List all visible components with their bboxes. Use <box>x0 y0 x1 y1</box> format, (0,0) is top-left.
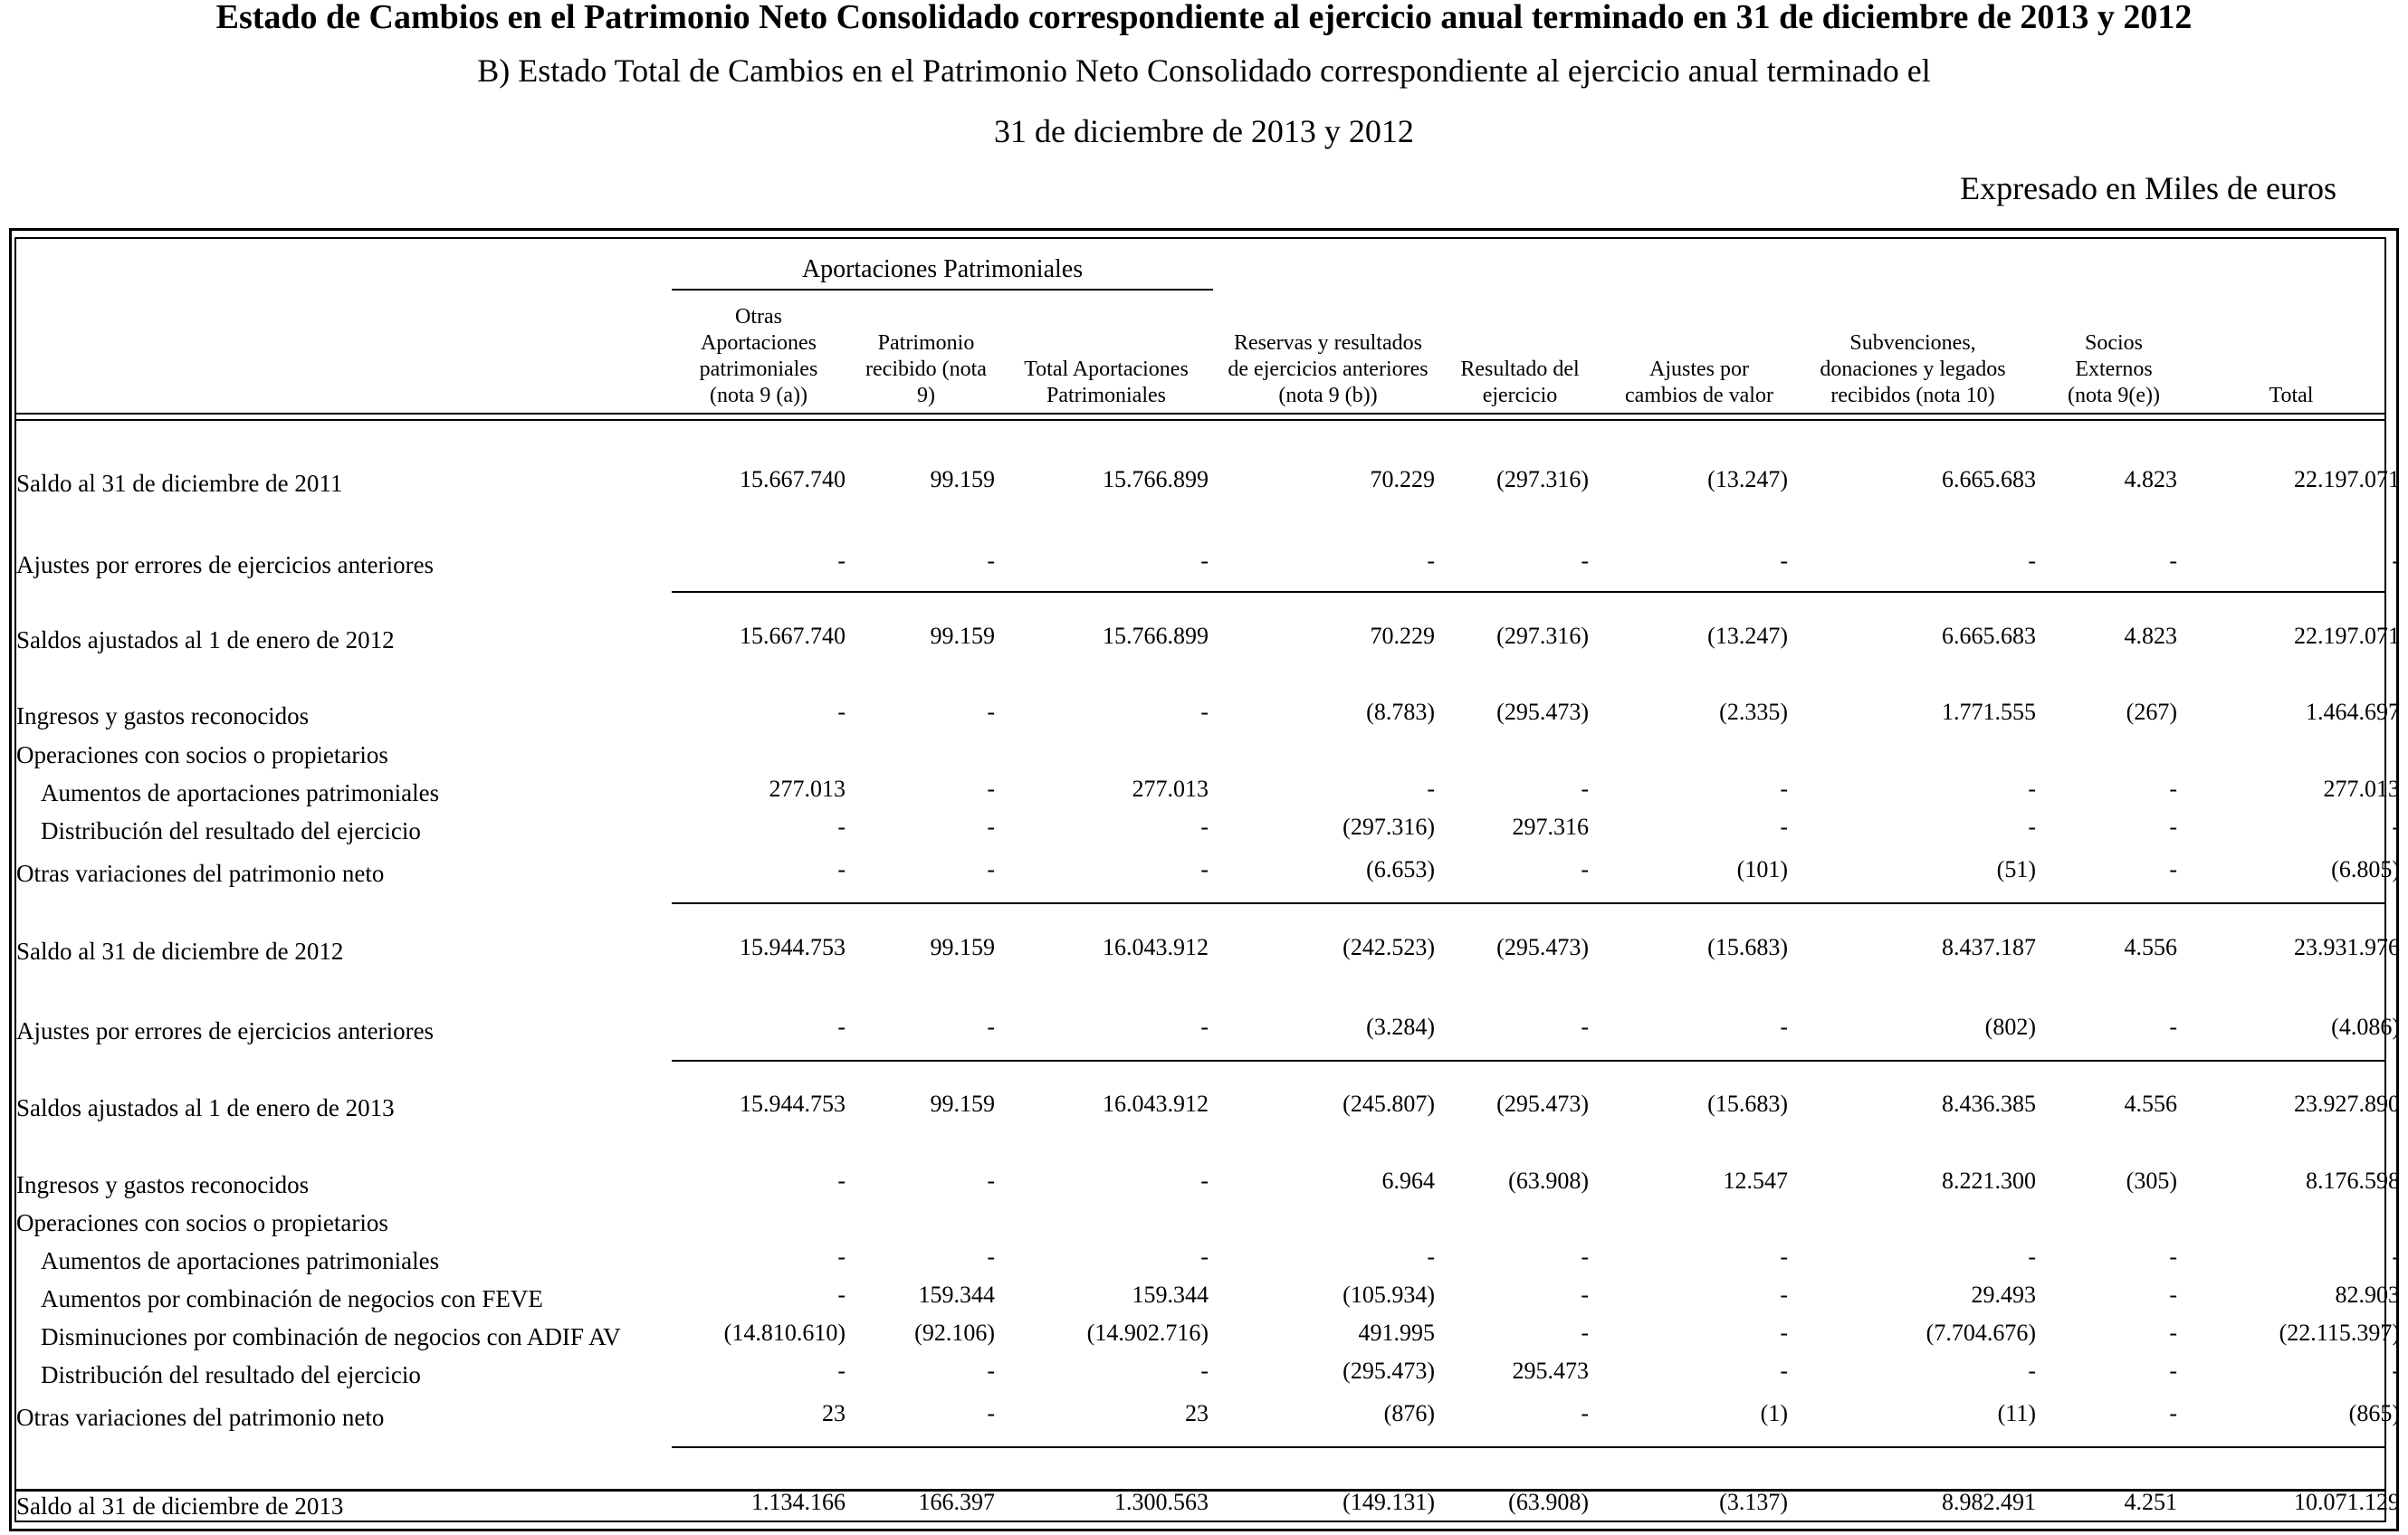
table-cell: - <box>1581 856 1589 882</box>
table-cell: 23.927.890 <box>2294 1091 2400 1117</box>
table-cell: (15.683) <box>1707 934 1788 960</box>
subtotal-rule <box>672 902 2386 904</box>
column-header-resultado-del-ejercicio <box>1445 299 1595 409</box>
column-header-socios-externos-nota-9-e <box>2044 299 2183 409</box>
table-cell: - <box>1581 1014 1589 1040</box>
row-label: Saldo al 31 de diciembre de 2012 <box>16 938 344 965</box>
table-cell: 99.159 <box>930 934 995 960</box>
table-cell: (297.316) <box>1343 814 1435 840</box>
table-cell: - <box>1581 1282 1589 1308</box>
column-header-total <box>2191 299 2392 409</box>
row-label: Disminuciones por combinación de negocios con ADIF AV <box>41 1323 621 1350</box>
table-cell: 297.316 <box>1512 814 1589 840</box>
table-cell: - <box>1780 548 1788 574</box>
table-cell: (295.473) <box>1496 934 1589 960</box>
table-cell: 15.667.740 <box>740 623 846 649</box>
table-cell: 16.043.912 <box>1103 934 1209 960</box>
table-cell: (4.086) <box>2331 1014 2400 1040</box>
table-cell: - <box>1200 1358 1209 1384</box>
table-cell: - <box>837 1168 846 1194</box>
table-cell: 6.665.683 <box>1942 466 2036 492</box>
table-cell: - <box>2028 1244 2036 1270</box>
group-underline <box>672 289 1213 291</box>
table-cell: - <box>987 1168 995 1194</box>
column-header-line: recibidos (nota 10) <box>1830 384 1995 407</box>
table-cell: (63.908) <box>1508 1168 1589 1194</box>
row-label: Aumentos de aportaciones patrimoniales <box>41 779 440 806</box>
column-header-total-aportaciones-patrimoniales <box>1002 299 1210 409</box>
table-cell: - <box>2392 1244 2400 1270</box>
table-cell: (149.131) <box>1343 1489 1435 1515</box>
table-cell: 22.197.071 <box>2294 623 2400 649</box>
table-cell: 1.464.697 <box>2306 699 2400 725</box>
row-label: Saldo al 31 de diciembre de 2011 <box>16 470 343 497</box>
table-cell: (297.316) <box>1496 466 1589 492</box>
document-title: Estado de Cambios en el Patrimonio Neto Consolidado correspondiente al ejercicio anual terminado en 31 de diciembre de 2013 y 2012 <box>215 0 2193 36</box>
table-cell: (13.247) <box>1707 466 1788 492</box>
table-cell: - <box>2028 1358 2036 1384</box>
column-header-line: Subvenciones, <box>1849 331 1976 355</box>
table-cell: (3.137) <box>1719 1489 1788 1515</box>
table-cell: - <box>987 776 995 802</box>
table-cell: 295.473 <box>1512 1358 1589 1384</box>
table-cell: (1) <box>1760 1400 1788 1426</box>
table-cell: - <box>1200 1244 1209 1270</box>
table-cell: (14.810.610) <box>723 1320 846 1346</box>
table-cell: 277.013 <box>1132 776 1209 802</box>
table-cell: - <box>1780 1244 1788 1270</box>
column-header-line: Socios <box>2084 331 2143 355</box>
table-cell: - <box>1780 1358 1788 1384</box>
table-cell: - <box>2169 548 2177 574</box>
table-cell: 15.667.740 <box>740 466 846 492</box>
row-label: Ingresos y gastos reconocidos <box>16 702 310 729</box>
table-cell: - <box>837 1014 846 1040</box>
table-cell: - <box>1581 1400 1589 1426</box>
table-cell: 159.344 <box>1132 1282 1209 1308</box>
table-cell: 82.903 <box>2335 1282 2400 1308</box>
table-cell: - <box>1780 1014 1788 1040</box>
table-cell: - <box>987 814 995 840</box>
table-cell: 4.556 <box>2124 1091 2177 1117</box>
row-label: Saldo al 31 de diciembre de 2013 <box>16 1492 344 1520</box>
column-header-line: Patrimoniales <box>1046 384 1166 407</box>
table-cell: - <box>2169 1244 2177 1270</box>
column-header-line: (nota 9 (b)) <box>1278 384 1378 407</box>
row-label: Ingresos y gastos reconocidos <box>16 1171 310 1198</box>
table-cell: (295.473) <box>1343 1358 1435 1384</box>
table-cell: 4.556 <box>2124 934 2177 960</box>
subtotal-rule <box>672 591 2386 593</box>
table-cell: (22.115.397) <box>2279 1320 2400 1346</box>
table-cell: - <box>2028 776 2036 802</box>
row-label: Aumentos de aportaciones patrimoniales <box>41 1247 440 1274</box>
table-cell: - <box>2169 1282 2177 1308</box>
table-cell: 277.013 <box>769 776 846 802</box>
table-cell: - <box>837 1358 846 1384</box>
column-header-line: patrimoniales <box>699 358 818 381</box>
table-cell: - <box>987 1358 995 1384</box>
table-cell: 4.823 <box>2124 466 2177 492</box>
table-cell: 8.221.300 <box>1942 1168 2036 1194</box>
table-cell: (245.807) <box>1343 1091 1435 1117</box>
row-label: Distribución del resultado del ejercicio <box>41 1361 421 1388</box>
table-cell: 6.964 <box>1381 1168 1435 1194</box>
table-cell: (242.523) <box>1343 934 1435 960</box>
table-cell: (865) <box>2348 1400 2400 1426</box>
table-cell: 12.547 <box>1723 1168 1788 1194</box>
table-cell: 166.397 <box>918 1489 995 1515</box>
table-cell: 8.176.598 <box>2306 1168 2400 1194</box>
table-cell: - <box>987 1014 995 1040</box>
table-cell: 23 <box>1185 1400 1209 1426</box>
table-cell: 23 <box>822 1400 846 1426</box>
header-rule-1 <box>14 413 2386 415</box>
table-cell: 159.344 <box>918 1282 995 1308</box>
table-cell: - <box>987 1400 995 1426</box>
column-header-line: Aportaciones <box>701 331 817 355</box>
table-cell: - <box>1780 1282 1788 1308</box>
row-label: Ajustes por errores de ejercicios anteriores <box>16 1017 435 1044</box>
table-cell: - <box>1581 776 1589 802</box>
table-cell: - <box>1780 814 1788 840</box>
table-cell: 15.944.753 <box>740 934 846 960</box>
table-cell: - <box>2169 1358 2177 1384</box>
table-cell: - <box>2169 814 2177 840</box>
table-cell: - <box>2169 776 2177 802</box>
table-cell: - <box>1780 776 1788 802</box>
column-header-reservas-y-resultados-de-ejercicios-ante <box>1214 299 1442 409</box>
table-cell: - <box>2169 1014 2177 1040</box>
table-cell: - <box>1581 1320 1589 1346</box>
table-cell: 10.071.129 <box>2294 1489 2400 1515</box>
table-cell: (305) <box>2126 1168 2177 1194</box>
row-label: Aumentos por combinación de negocios con FEVE <box>41 1285 543 1312</box>
table-cell: (267) <box>2126 699 2177 725</box>
table-cell: 15.766.899 <box>1103 466 1209 492</box>
column-header-line: de ejercicios anteriores <box>1228 358 1429 381</box>
table-cell: 6.665.683 <box>1942 623 2036 649</box>
table-cell: - <box>1200 1168 1209 1194</box>
table-cell: (11) <box>1997 1400 2036 1426</box>
table-cell: - <box>1200 856 1209 882</box>
table-cell: - <box>1427 1244 1435 1270</box>
document-subtitle-line-1: B) Estado Total de Cambios en el Patrimonio Neto Consolidado correspondiente al ejercicio anual terminado el <box>477 52 1931 89</box>
table-cell: 23.931.976 <box>2294 934 2400 960</box>
table-cell: - <box>837 814 846 840</box>
document-subtitle-line-2: 31 de diciembre de 2013 y 2012 <box>994 113 1414 149</box>
table-cell: - <box>2169 1320 2177 1346</box>
column-header-line: (nota 9(e)) <box>2068 384 2160 407</box>
column-header-line: Patrimonio <box>877 331 975 355</box>
table-cell: 8.982.491 <box>1942 1489 2036 1515</box>
table-cell: (101) <box>1736 856 1788 882</box>
table-cell: - <box>837 856 846 882</box>
table-cell: - <box>837 699 846 725</box>
column-header-line: Reservas y resultados <box>1234 331 1422 355</box>
table-cell: 4.251 <box>2124 1489 2177 1515</box>
row-label: Otras variaciones del patrimonio neto <box>16 860 385 887</box>
table-cell: 15.766.899 <box>1103 623 1209 649</box>
table-cell: - <box>1200 548 1209 574</box>
table-cell: - <box>1200 814 1209 840</box>
column-header-line: donaciones y legados <box>1820 358 2006 381</box>
table-cell: 70.229 <box>1370 466 1435 492</box>
column-header-line: Total Aportaciones <box>1024 358 1189 381</box>
row-label: Saldos ajustados al 1 de enero de 2012 <box>16 626 395 653</box>
column-header-line: (nota 9 (a)) <box>710 384 807 407</box>
table-cell: - <box>1581 548 1589 574</box>
table-cell: (297.316) <box>1496 623 1589 649</box>
table-cell: 491.995 <box>1358 1320 1435 1346</box>
table-cell: (14.902.716) <box>1086 1320 1209 1346</box>
table-cell: 16.043.912 <box>1103 1091 1209 1117</box>
table-cell: - <box>2169 856 2177 882</box>
table-cell: 99.159 <box>930 623 995 649</box>
table-cell: - <box>987 548 995 574</box>
table-cell: (92.106) <box>914 1320 995 1346</box>
table-cell: 1.771.555 <box>1942 699 2036 725</box>
table-cell: 99.159 <box>930 1091 995 1117</box>
table-cell: (13.247) <box>1707 623 1788 649</box>
table-cell: 8.436.385 <box>1942 1091 2036 1117</box>
column-header-line: ejercicio <box>1482 384 1558 407</box>
row-label: Distribución del resultado del ejercicio <box>41 817 421 844</box>
table-cell: - <box>837 1282 846 1308</box>
table-cell: (105.934) <box>1343 1282 1435 1308</box>
column-header-line: Externos <box>2075 358 2153 381</box>
table-cell: - <box>2028 814 2036 840</box>
subtotal-rule <box>672 1060 2386 1062</box>
group-label-aportaciones: Aportaciones Patrimoniales <box>801 255 1084 283</box>
table-cell: - <box>1427 776 1435 802</box>
column-header-patrimonio-recibido-nota-9 <box>855 299 998 409</box>
row-label: Operaciones con socios o propietarios <box>16 1209 388 1236</box>
table-cell: (51) <box>1996 856 2036 882</box>
table-cell: - <box>1200 1014 1209 1040</box>
table-cell: - <box>2392 814 2400 840</box>
table-cell: - <box>1427 548 1435 574</box>
table-cell: - <box>837 1244 846 1270</box>
header-rule-2 <box>14 419 2386 421</box>
row-label: Otras variaciones del patrimonio neto <box>16 1404 385 1431</box>
column-header-line: Ajustes por <box>1649 358 1749 381</box>
table-cell: (6.653) <box>1366 856 1435 882</box>
table-cell: - <box>1581 1244 1589 1270</box>
table-cell: - <box>1200 699 1209 725</box>
table-cell: 277.013 <box>2323 776 2400 802</box>
row-label: Operaciones con socios o propietarios <box>16 741 388 768</box>
column-header-line: 9) <box>917 384 935 407</box>
table-cell: 15.944.753 <box>740 1091 846 1117</box>
column-header-line: Resultado del <box>1460 358 1580 381</box>
table-cell: - <box>2169 1400 2177 1426</box>
table-cell: - <box>987 1244 995 1270</box>
table-cell: (7.704.676) <box>1925 1320 2036 1346</box>
column-header-ajustes-por-cambios-de-valor <box>1604 299 1794 409</box>
row-label: Ajustes por errores de ejercicios anteriores <box>16 551 435 578</box>
units-note: Expresado en Miles de euros <box>1960 170 2336 206</box>
table-cell: 1.300.563 <box>1114 1489 1209 1515</box>
column-header-line: cambios de valor <box>1625 384 1773 407</box>
table-cell: (8.783) <box>1366 699 1435 725</box>
table-cell: - <box>2392 548 2400 574</box>
column-header-line: Otras <box>735 305 782 329</box>
table-cell: 29.493 <box>1971 1282 2036 1308</box>
table-cell: 1.134.166 <box>751 1489 846 1515</box>
table-cell: (295.473) <box>1496 699 1589 725</box>
table-cell: (3.284) <box>1366 1014 1435 1040</box>
table-cell: - <box>2028 548 2036 574</box>
table-cell: - <box>2392 1358 2400 1384</box>
table-cell: - <box>987 856 995 882</box>
column-header-line: Total <box>2269 384 2314 407</box>
column-header-otras-aportaciones-patrimoniales-nota-9- <box>672 299 846 409</box>
table-cell: - <box>837 548 846 574</box>
table-cell: (15.683) <box>1707 1091 1788 1117</box>
table-cell: (6.805) <box>2331 856 2400 882</box>
table-cell: 4.823 <box>2124 623 2177 649</box>
table-cell: - <box>1780 1320 1788 1346</box>
final-total-rule <box>14 1489 2386 1492</box>
table-cell: 99.159 <box>930 466 995 492</box>
row-label: Saldos ajustados al 1 de enero de 2013 <box>16 1094 395 1121</box>
table-cell: (63.908) <box>1508 1489 1589 1515</box>
table-cell: (295.473) <box>1496 1091 1589 1117</box>
table-cell: 22.197.071 <box>2294 466 2400 492</box>
table-cell: 8.437.187 <box>1942 934 2036 960</box>
table-cell: (2.335) <box>1719 699 1788 725</box>
table-cell: 70.229 <box>1370 623 1435 649</box>
table-cell: (876) <box>1383 1400 1435 1426</box>
subtotal-rule <box>672 1446 2386 1448</box>
table-cell: - <box>987 699 995 725</box>
table-cell: (802) <box>1984 1014 2036 1040</box>
column-header-subvenciones-donaciones-y-legados-recibi <box>1796 299 2030 409</box>
column-header-line: recibido (nota <box>865 358 987 381</box>
